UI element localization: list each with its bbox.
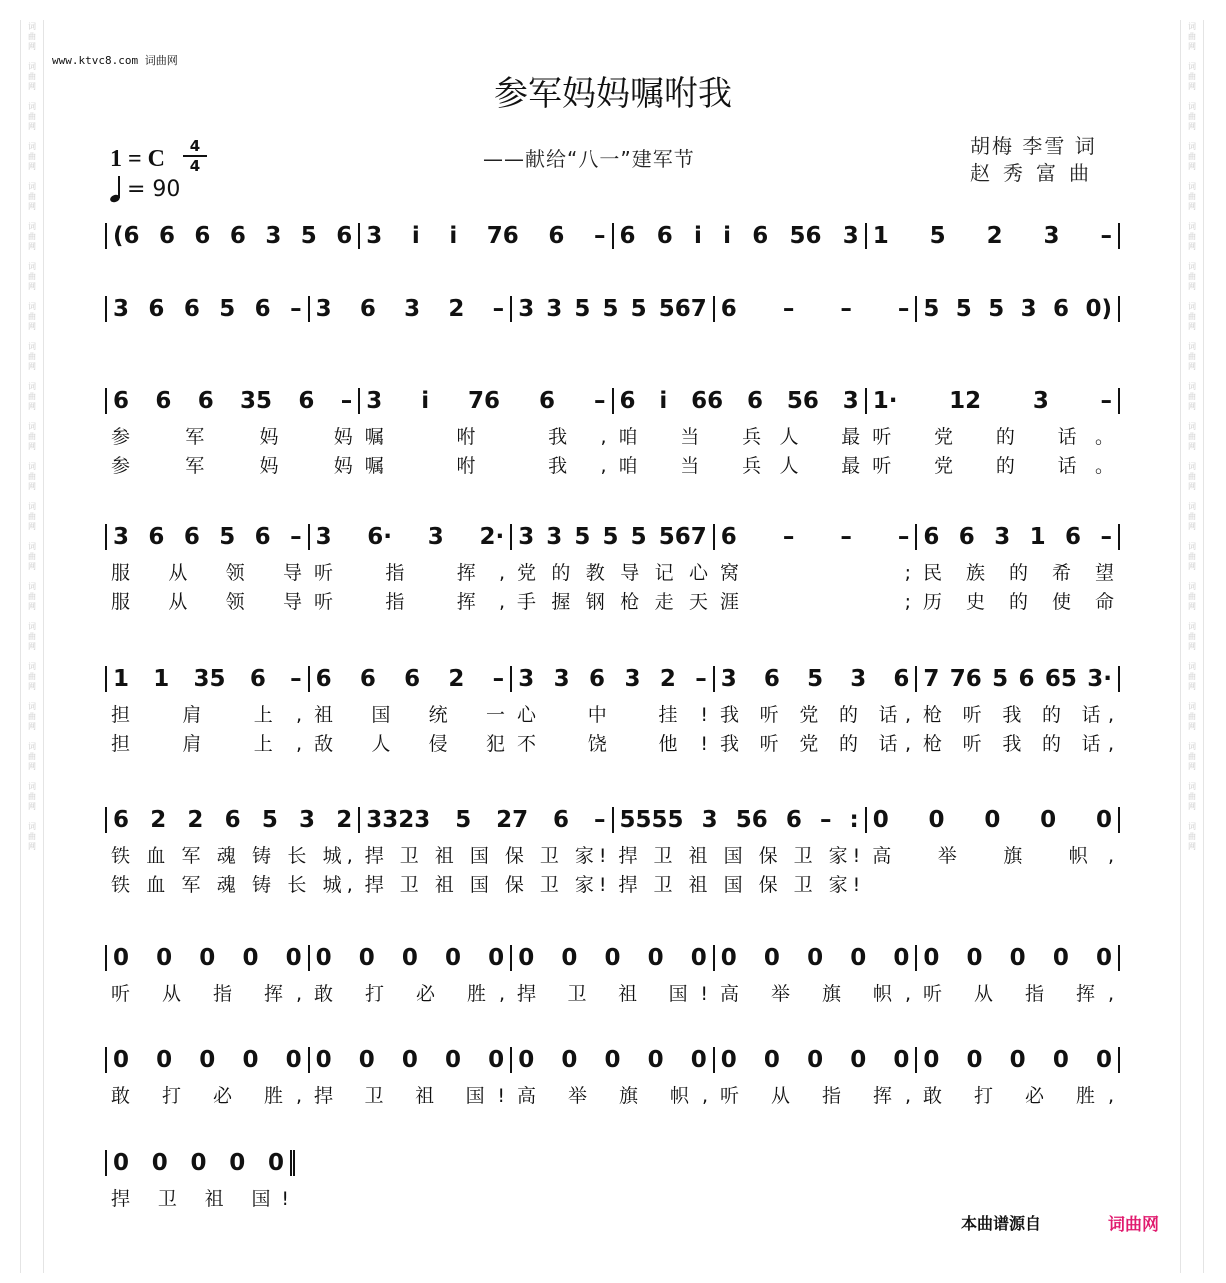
lyric-segment: 听 从 指 挥,	[720, 1085, 911, 1107]
lyric-row	[105, 421, 1120, 450]
lyric-segment: 民 族 的 希 望	[923, 562, 1114, 584]
score-line	[105, 1143, 295, 1212]
score-line	[105, 381, 1120, 479]
watermark-text: 词曲网	[1188, 462, 1196, 491]
lyric-row	[105, 1080, 1120, 1109]
watermark-text: 词曲网	[28, 462, 36, 491]
lyric-segment: 历 史 的 使 命	[923, 591, 1114, 613]
lyric-segment: 听 指 挥,	[314, 591, 505, 613]
measure: 0 0 0 0 0	[105, 1047, 310, 1073]
watermark-text: 词曲网	[1188, 342, 1196, 371]
measure: 3 6 6 5 6 –	[105, 524, 310, 550]
lyric-segment: 嘱 咐 我,	[364, 426, 607, 448]
watermark-text: 词曲网	[1188, 622, 1196, 651]
notation-row	[105, 381, 1120, 421]
watermark-text: 词曲网	[1188, 542, 1196, 571]
watermark-text: 词曲网	[1188, 382, 1196, 411]
lyric-segment: 枪 听 我 的 话,	[923, 733, 1114, 755]
site-url[interactable]: www.ktvc8.com 词曲网	[52, 54, 178, 67]
lyric-segment: 高 举 旗 帜,	[720, 983, 911, 1005]
score-line	[105, 517, 1120, 615]
lyric-segment: 捍 卫 祖 国 保 卫 家!	[618, 874, 861, 896]
notation-row	[105, 659, 1120, 699]
lyric-segment: 听 指 挥,	[314, 562, 505, 584]
measure: 3 3 5 5 5 567	[512, 296, 715, 322]
lyric-segment: 心 中 挂!	[517, 704, 708, 726]
notation-row	[105, 289, 1120, 329]
measure: 3 3 5 5 5 567	[512, 524, 715, 550]
lyric-segment: 敌 人 侵 犯	[314, 733, 505, 755]
watermark-text: 词曲网	[1188, 582, 1196, 611]
lyric-segment: 捍 卫 祖 国 保 卫 家!	[364, 874, 607, 896]
notation-row	[105, 216, 1120, 256]
watermark-text: 词曲网	[28, 262, 36, 291]
meter-bottom: 4	[189, 157, 201, 175]
lyric-row	[105, 869, 1120, 898]
measure: 5555 3 56 6 – :	[614, 807, 867, 833]
measure: 6 6 i i 6 56 3	[614, 223, 867, 249]
tempo-value: = 90	[127, 176, 181, 202]
lyric-segment: 我 听 党 的 话,	[720, 733, 911, 755]
lyric-row	[105, 450, 1120, 479]
watermark-text: 词曲网	[28, 502, 36, 531]
score-line	[105, 938, 1120, 1007]
lyric-segment: 听 党 的 话。	[872, 426, 1114, 448]
watermark-text: 词曲网	[1188, 62, 1196, 91]
left-watermark-strip	[20, 20, 44, 1273]
lyric-segment: 祖 国 统 一	[314, 704, 505, 726]
watermark-text: 词曲网	[1188, 782, 1196, 811]
measure: 6 6 6 2 –	[310, 666, 513, 692]
watermark-text: 词曲网	[28, 742, 36, 771]
lyric-segment: 敢 打 必 胜,	[923, 1085, 1114, 1107]
watermark-text: 词曲网	[28, 222, 36, 251]
watermark-text: 词曲网	[1188, 302, 1196, 331]
measure: 6 6 3 1 6 –	[917, 524, 1120, 550]
lyric-row	[105, 978, 1120, 1007]
measure: 0 0 0 0 0	[310, 1047, 513, 1073]
watermark-text: 词曲网	[1188, 142, 1196, 171]
measure: 3 6· 3 2·	[310, 524, 513, 550]
lyric-segment: 捍 卫 祖 国!	[517, 983, 708, 1005]
score-line	[105, 216, 1120, 256]
watermark-text: 词曲网	[28, 822, 36, 851]
watermark-text: 词曲网	[28, 302, 36, 331]
measure: 6 2 2 6 5 3 2	[105, 807, 360, 833]
meter-top: 4	[189, 137, 201, 155]
lyric-segment: 高 举 旗 帜,	[872, 845, 1114, 867]
measure: 3 6 3 2 –	[310, 296, 513, 322]
score-line	[105, 289, 1120, 329]
watermark-text: 词曲网	[1188, 662, 1196, 691]
measure: 0 0 0 0 0	[512, 945, 715, 971]
composer-credit: 赵秀富曲	[970, 161, 1102, 185]
measure: 6 – – –	[715, 296, 918, 322]
watermark-text: 词曲网	[28, 422, 36, 451]
measure: 3 3 6 3 2 –	[512, 666, 715, 692]
measure: 1· 12 3 –	[867, 388, 1120, 414]
time-signature	[183, 138, 207, 174]
lyric-segment: 涯;	[720, 591, 911, 613]
lyric-segment: 捍 卫 祖 国!	[314, 1085, 505, 1107]
lyric-row	[105, 699, 1120, 728]
measure: 1 5 2 3 –	[867, 223, 1120, 249]
watermark-text: 词曲网	[28, 62, 36, 91]
measure: 3 6 5 3 6	[715, 666, 918, 692]
measure: 6 6 6 35 6 –	[105, 388, 360, 414]
subtitle: ——献给“八一”建军节	[483, 147, 695, 171]
watermark-text: 词曲网	[1188, 262, 1196, 291]
measure: 0 0 0 0 0	[105, 945, 310, 971]
lyric-segment: 高 举 旗 帜,	[517, 1085, 708, 1107]
lyric-segment: 敢 打 必 胜,	[111, 1085, 302, 1107]
measure: 3323 5 27 6 –	[360, 807, 613, 833]
watermark-text: 词曲网	[1188, 422, 1196, 451]
measure: 5 5 5 3 6 0)	[917, 296, 1120, 322]
right-watermark-strip	[1180, 20, 1204, 1273]
watermark-text: 词曲网	[1188, 502, 1196, 531]
lyricist-credit: 胡梅 李雪 词	[970, 134, 1097, 158]
watermark-text: 词曲网	[1188, 102, 1196, 131]
score-line	[105, 1040, 1120, 1109]
watermark-text: 词曲网	[28, 702, 36, 731]
watermark-text: 词曲网	[28, 782, 36, 811]
lyric-segment: 咱 当 兵人 最	[618, 455, 861, 477]
source-brand-link[interactable]: 词曲网	[1108, 1215, 1159, 1235]
notation-row	[105, 1040, 1120, 1080]
measure: 7 76 5 6 65 3·	[917, 666, 1120, 692]
source-note: 本曲谱源自	[961, 1214, 1042, 1233]
lyric-row	[105, 586, 1120, 615]
score-line	[105, 659, 1120, 757]
watermark-text: 词曲网	[1188, 742, 1196, 771]
lyric-segment: 参 军 妈 妈	[111, 426, 353, 448]
watermark-text: 词曲网	[28, 182, 36, 211]
measure: 0 0 0 0 0	[512, 1047, 715, 1073]
measure: 0 0 0 0 0	[917, 1047, 1120, 1073]
lyric-row	[105, 557, 1120, 586]
lyric-segment: 担 肩 上,	[111, 704, 302, 726]
quarter-note-icon	[110, 176, 121, 202]
song-title: 参军妈妈嘱咐我	[494, 74, 732, 114]
measure: 6 – – –	[715, 524, 918, 550]
watermark-text: 词曲网	[28, 102, 36, 131]
notation-row	[105, 938, 1120, 978]
lyric-segment: 铁 血 军 魂 铸 长 城,	[111, 874, 353, 896]
lyric-segment: 听 从 指 挥,	[923, 983, 1114, 1005]
lyric-segment: 咱 当 兵人 最	[618, 426, 861, 448]
key-signature: 1 = C	[110, 146, 166, 172]
lyric-row	[105, 840, 1120, 869]
measure: 0 0 0 0 0	[917, 945, 1120, 971]
measure: 3 i i 76 6 –	[360, 223, 613, 249]
lyric-segment: 嘱 咐 我,	[364, 455, 607, 477]
watermark-text: 词曲网	[28, 142, 36, 171]
watermark-text: 词曲网	[1188, 702, 1196, 731]
measure: 3 6 6 5 6 –	[105, 296, 310, 322]
measure: 3 i 76 6 –	[360, 388, 613, 414]
lyric-row	[105, 728, 1120, 757]
watermark-text: 词曲网	[28, 22, 36, 51]
watermark-text: 词曲网	[28, 662, 36, 691]
measure: 0 0 0 0 0	[715, 1047, 918, 1073]
watermark-text: 词曲网	[28, 342, 36, 371]
lyric-segment: 服 从 领 导	[111, 591, 302, 613]
lyric-segment: 听 党 的 话。	[872, 455, 1114, 477]
watermark-text: 词曲网	[28, 382, 36, 411]
lyric-segment: 我 听 党 的 话,	[720, 704, 911, 726]
lyric-segment: 党 的 教 导 记 心	[517, 562, 708, 584]
watermark-text: 词曲网	[28, 582, 36, 611]
notation-row	[105, 800, 1120, 840]
measure: 0 0 0 0 0	[310, 945, 513, 971]
measure: (6 6 6 6 3 5 6	[105, 223, 360, 249]
measure: 0 0 0 0 0	[867, 807, 1120, 833]
lyric-segment: 窝;	[720, 562, 911, 584]
lyric-segment: 捍 卫 祖 国 保 卫 家!	[364, 845, 607, 867]
watermark-text: 词曲网	[1188, 182, 1196, 211]
watermark-text: 词曲网	[28, 542, 36, 571]
measure: 1 1 35 6 –	[105, 666, 310, 692]
measure: 6 i 66 6 56 3	[614, 388, 867, 414]
watermark-text: 词曲网	[1188, 222, 1196, 251]
tempo-mark	[110, 176, 180, 202]
lyric-segment: 担 肩 上,	[111, 733, 302, 755]
measure: 0 0 0 0 0	[105, 1150, 295, 1176]
lyric-row	[105, 1183, 295, 1212]
watermark-text: 词曲网	[1188, 822, 1196, 851]
watermark-text: 词曲网	[1188, 22, 1196, 51]
lyric-segment: 枪 听 我 的 话,	[923, 704, 1114, 726]
lyric-segment: 捍 卫 祖 国!	[111, 1188, 289, 1210]
measure: 0 0 0 0 0	[715, 945, 918, 971]
lyric-segment: 不 饶 他!	[517, 733, 708, 755]
score-line	[105, 800, 1120, 898]
lyric-segment: 手 握 钢 枪 走 天	[517, 591, 708, 613]
lyric-segment: 敢 打 必 胜,	[314, 983, 505, 1005]
notation-row	[105, 1143, 295, 1183]
lyric-segment: 捍 卫 祖 国 保 卫 家!	[618, 845, 861, 867]
lyric-segment: 听 从 指 挥,	[111, 983, 302, 1005]
lyric-segment: 服 从 领 导	[111, 562, 302, 584]
lyric-segment: 铁 血 军 魂 铸 长 城,	[111, 845, 353, 867]
notation-row	[105, 517, 1120, 557]
lyric-segment: 参 军 妈 妈	[111, 455, 353, 477]
watermark-text: 词曲网	[28, 622, 36, 651]
